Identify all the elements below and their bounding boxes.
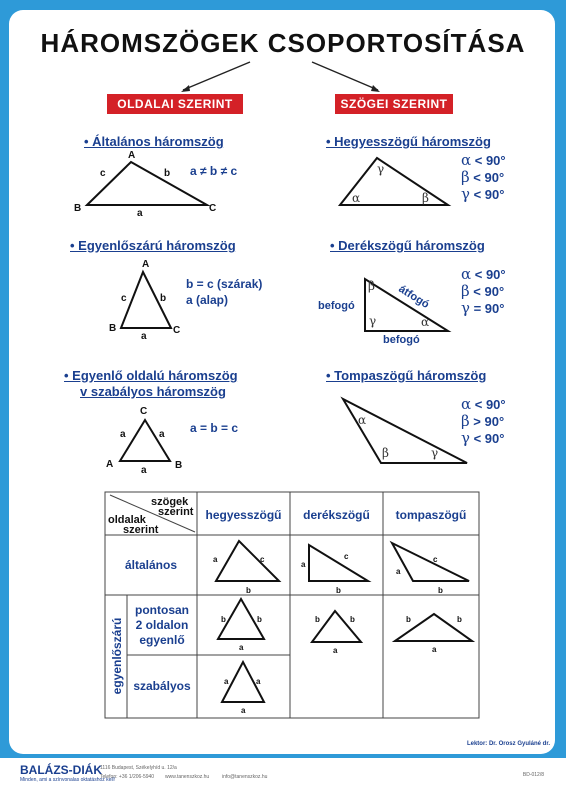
general-side-c: c bbox=[100, 168, 106, 179]
tag-angles: SZÖGEI SZERINT bbox=[335, 94, 453, 114]
row-label-regular: szabályos bbox=[133, 679, 191, 693]
general-vertex-b: B bbox=[74, 203, 82, 214]
obtuse-cond-2: β > 90° bbox=[461, 412, 505, 430]
isosceles-note-1: b = c (szárak) bbox=[186, 277, 263, 291]
isosceles-note-2: a (alap) bbox=[186, 293, 229, 307]
cell-obtuse-iso-a: a bbox=[432, 645, 437, 654]
right-heading: • Derékszögű háromszög bbox=[330, 238, 485, 253]
isosceles-side-a: a bbox=[141, 331, 147, 342]
cell-right-iso-b-right: b bbox=[350, 615, 355, 624]
acute-beta: β bbox=[422, 191, 429, 205]
isosceles-side-c: c bbox=[121, 293, 127, 304]
cell-right-iso-a: a bbox=[333, 646, 338, 655]
isosceles-vertex-c: C bbox=[173, 325, 181, 336]
cell-acute-general-c: c bbox=[260, 555, 265, 564]
col-header-acute: hegyesszögű bbox=[205, 508, 282, 522]
table-corner-top-1: szögek bbox=[151, 496, 189, 508]
cell-regular-a-left: a bbox=[224, 677, 229, 686]
cell-regular-a-bottom: a bbox=[241, 706, 246, 715]
cell-acute-iso-b-right: b bbox=[257, 615, 262, 624]
right-cond-3: γ = 90° bbox=[461, 299, 505, 317]
product-code: BD-012/8 bbox=[522, 772, 544, 778]
cell-right-general-a: a bbox=[301, 560, 306, 569]
acute-heading: • Hegyesszögű háromszög bbox=[326, 134, 491, 149]
cell-acute-iso-a: a bbox=[239, 643, 244, 652]
col-header-right: derékszögű bbox=[303, 508, 370, 522]
equilateral-side-bottom: a bbox=[141, 465, 147, 476]
right-alpha: α bbox=[421, 315, 430, 329]
page-title: HÁROMSZÖGEK CSOPORTOSÍTÁSA bbox=[40, 28, 526, 58]
obtuse-gamma: γ bbox=[431, 446, 439, 460]
table-corner-bottom-1: oldalak bbox=[108, 514, 146, 526]
cell-regular-a-right: a bbox=[256, 677, 261, 686]
general-vertex-c: C bbox=[209, 203, 217, 214]
right-cond-1: α < 90° bbox=[461, 265, 506, 283]
table-corner-bottom-2: szerint bbox=[123, 524, 159, 536]
obtuse-cond-1: α < 90° bbox=[461, 395, 506, 413]
row-label-exactly-1: pontosan bbox=[135, 603, 189, 617]
obtuse-alpha: α bbox=[358, 413, 367, 427]
right-leg-horizontal: befogó bbox=[383, 334, 420, 346]
cell-right-general-c: c bbox=[344, 552, 349, 561]
cell-acute-general-b: b bbox=[246, 586, 251, 595]
cell-obtuse-iso-b-right: b bbox=[457, 615, 462, 624]
equilateral-note: a = b = c bbox=[190, 421, 239, 435]
equilateral-vertex-b: B bbox=[175, 460, 183, 471]
col-header-obtuse: tompaszögű bbox=[395, 508, 467, 522]
acute-cond-3: γ < 90° bbox=[461, 185, 505, 203]
footer-address: 1116 Budapest, Székelyhíd u. 12/a bbox=[100, 765, 177, 771]
footer-phone: Telefon: +36 1/206-5940 bbox=[100, 774, 155, 780]
equilateral-heading-2: v szabályos háromszög bbox=[80, 384, 226, 399]
row-label-general: általános bbox=[124, 558, 178, 572]
equilateral-heading-1: • Egyenlő oldalú háromszög bbox=[64, 368, 238, 383]
isosceles-side-b: b bbox=[160, 293, 167, 304]
equilateral-vertex-a: A bbox=[106, 459, 114, 470]
brand-logo: BALÁZS-DIÁK bbox=[20, 763, 102, 777]
acute-alpha: α bbox=[352, 191, 361, 205]
acute-cond-1: α < 90° bbox=[461, 151, 506, 169]
cell-acute-iso-b-left: b bbox=[221, 615, 226, 624]
general-note: a ≠ b ≠ c bbox=[190, 164, 238, 178]
general-heading: • Általános háromszög bbox=[84, 134, 224, 149]
general-vertex-a: A bbox=[128, 150, 136, 161]
acute-cond-2: β < 90° bbox=[461, 168, 505, 186]
obtuse-beta: β bbox=[382, 446, 389, 460]
right-hypotenuse: átfogó bbox=[396, 283, 432, 311]
equilateral-vertex-c: C bbox=[140, 406, 148, 417]
cell-right-iso-b-left: b bbox=[315, 615, 320, 624]
general-side-b: b bbox=[164, 168, 171, 179]
table-corner-top-2: szerint bbox=[158, 506, 194, 518]
obtuse-cond-3: γ < 90° bbox=[461, 429, 505, 447]
isosceles-vertex-b: B bbox=[109, 323, 117, 334]
right-leg-vertical: befogó bbox=[318, 300, 355, 312]
row-label-exactly-2: 2 oldalon bbox=[135, 618, 189, 632]
equilateral-side-left: a bbox=[120, 429, 126, 440]
cell-acute-general-a: a bbox=[213, 555, 218, 564]
obtuse-heading: • Tompaszögű háromszög bbox=[326, 368, 487, 383]
credit-line: Lektor: Dr. Orosz Gyuláné dr. bbox=[466, 741, 550, 747]
cell-obtuse-general-c: c bbox=[433, 555, 438, 564]
cell-right-general-b: b bbox=[336, 586, 341, 595]
row-label-exactly-3: egyenlő bbox=[139, 633, 185, 647]
acute-gamma: γ bbox=[377, 162, 385, 176]
right-beta: β bbox=[368, 279, 375, 293]
isosceles-heading: • Egyenlőszárú háromszög bbox=[70, 238, 236, 253]
row-group-isosceles: egyenlőszárú bbox=[110, 617, 124, 695]
general-side-a: a bbox=[137, 208, 143, 219]
equilateral-side-right: a bbox=[159, 429, 165, 440]
tag-sides: OLDALAI SZERINT bbox=[107, 94, 243, 114]
isosceles-vertex-a: A bbox=[142, 259, 150, 270]
brand-tagline: Minden, ami a színvonalas oktatáshoz kell! bbox=[20, 777, 116, 783]
footer-web: www.tanenszkoz.hu bbox=[165, 774, 210, 780]
cell-obtuse-iso-b-left: b bbox=[406, 615, 411, 624]
right-cond-2: β < 90° bbox=[461, 282, 505, 300]
cell-obtuse-general-b: b bbox=[438, 586, 443, 595]
right-gamma: γ bbox=[369, 314, 377, 328]
footer-mail: info@tanenszkoz.hu bbox=[222, 774, 268, 780]
cell-obtuse-general-a: a bbox=[396, 567, 401, 576]
